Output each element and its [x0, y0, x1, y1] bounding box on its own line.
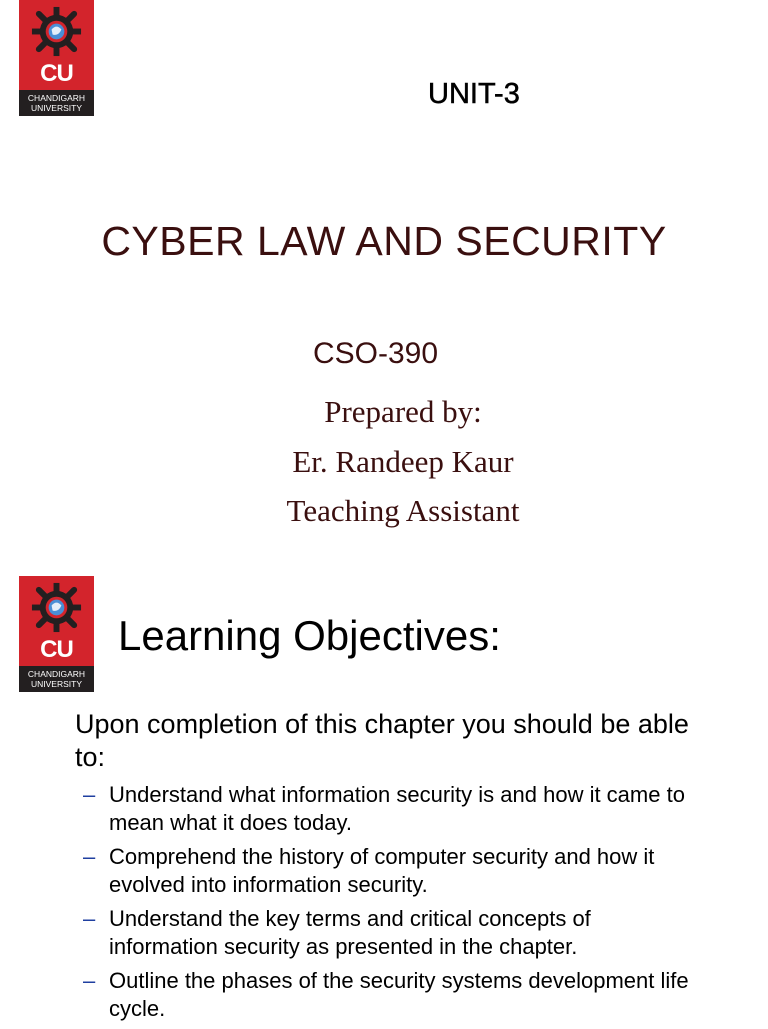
unit-label: UNIT-3: [428, 78, 520, 110]
bullet-dash: –: [83, 968, 96, 993]
objective-text: Comprehend the history of computer security and how it evolved into information security.: [109, 844, 655, 897]
logo-line-1: CHANDIGARH: [27, 669, 86, 679]
objectives-list: [83, 781, 703, 1029]
slide-title: Learning Objectives:: [118, 612, 501, 659]
objective-item: [83, 967, 703, 1023]
bullet-dash: –: [83, 844, 96, 869]
objective-text: Understand what information security is and how it came to mean what it does today.: [109, 782, 685, 835]
author-name: Er. Randeep Kaur: [292, 444, 514, 479]
objective-item: [83, 781, 703, 837]
gear-emblem-icon: [29, 4, 84, 59]
course-title: CYBER LAW AND SECURITY: [101, 218, 667, 264]
author-role: Teaching Assistant: [286, 493, 520, 528]
logo-line-2: UNIVERSITY: [30, 679, 82, 689]
bullet-dash: –: [83, 906, 96, 931]
logo-initials: CU: [40, 60, 73, 87]
logo-initials: CU: [40, 636, 73, 663]
objective-text: Outline the phases of the security systems development life cycle.: [109, 968, 689, 1021]
logo-line-1: CHANDIGARH: [27, 93, 86, 103]
logo-band: [19, 90, 94, 116]
bullet-dash: –: [83, 782, 96, 807]
objective-item: [83, 905, 703, 961]
prepared-by-label: Prepared by:: [324, 394, 482, 429]
university-logo: [19, 576, 94, 692]
logo-line-2: UNIVERSITY: [30, 103, 82, 113]
objectives-intro: Upon completion of this chapter you should be able to:: [75, 709, 689, 772]
learning-objectives-slide: [0, 560, 768, 1024]
objective-text: Understand the key terms and critical concepts of information security as presented in the chapter.: [109, 906, 591, 959]
university-logo: [19, 0, 94, 116]
course-code: CSO-390: [313, 337, 439, 370]
objective-item: [83, 843, 703, 899]
gear-emblem-icon: [29, 580, 84, 635]
logo-band: [19, 666, 94, 692]
